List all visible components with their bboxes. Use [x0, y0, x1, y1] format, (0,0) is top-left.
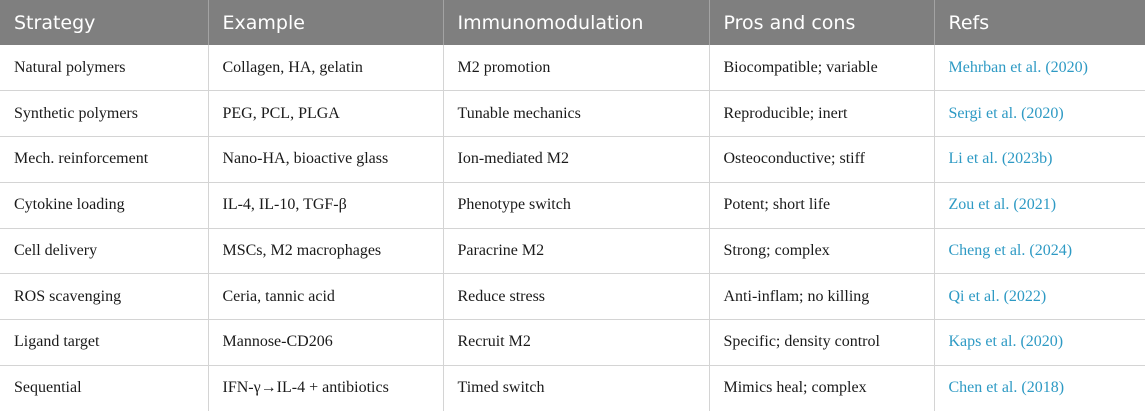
table-body [0, 45, 1145, 411]
cell-immunomodulation: Timed switch [443, 365, 709, 411]
cell-immunomodulation: Phenotype switch [443, 182, 709, 228]
table-row [0, 137, 1145, 183]
cell-immunomodulation: M2 promotion [443, 45, 709, 91]
cell-strategy: Cell delivery [0, 228, 208, 274]
cell-pros-cons: Mimics heal; complex [709, 365, 934, 411]
ref-link[interactable]: Qi et al. (2022) [934, 274, 1145, 320]
cell-strategy: Natural polymers [0, 45, 208, 91]
cell-example: IL-4, IL-10, TGF-β [208, 182, 443, 228]
cell-pros-cons: Anti-inflam; no killing [709, 274, 934, 320]
header-refs: Refs [934, 0, 1145, 45]
cell-strategy: ROS scavenging [0, 274, 208, 320]
table-row [0, 45, 1145, 91]
cell-strategy: Mech. reinforcement [0, 137, 208, 183]
ref-link[interactable]: Sergi et al. (2020) [934, 91, 1145, 137]
table-row [0, 274, 1145, 320]
cell-example: Ceria, tannic acid [208, 274, 443, 320]
table-row [0, 182, 1145, 228]
ref-link[interactable]: Kaps et al. (2020) [934, 320, 1145, 366]
cell-strategy: Synthetic polymers [0, 91, 208, 137]
header-row [0, 0, 1145, 45]
header-pros-and-cons: Pros and cons [709, 0, 934, 45]
ref-link[interactable]: Chen et al. (2018) [934, 365, 1145, 411]
cell-example: PEG, PCL, PLGA [208, 91, 443, 137]
cell-immunomodulation: Tunable mechanics [443, 91, 709, 137]
cell-example: IFN-γ→IL-4 + antibiotics [208, 365, 443, 411]
ref-link[interactable]: Li et al. (2023b) [934, 137, 1145, 183]
cell-example: Nano-HA, bioactive glass [208, 137, 443, 183]
table-row [0, 320, 1145, 366]
header-strategy: Strategy [0, 0, 208, 45]
cell-strategy: Ligand target [0, 320, 208, 366]
cell-strategy: Sequential [0, 365, 208, 411]
header-immunomodulation: Immunomodulation [443, 0, 709, 45]
ref-link[interactable]: Mehrban et al. (2020) [934, 45, 1145, 91]
cell-pros-cons: Specific; density control [709, 320, 934, 366]
table-row [0, 365, 1145, 411]
header-example: Example [208, 0, 443, 45]
cell-example: Mannose-CD206 [208, 320, 443, 366]
cell-pros-cons: Biocompatible; variable [709, 45, 934, 91]
ref-link[interactable]: Zou et al. (2021) [934, 182, 1145, 228]
cell-immunomodulation: Recruit M2 [443, 320, 709, 366]
cell-pros-cons: Reproducible; inert [709, 91, 934, 137]
cell-immunomodulation: Ion-mediated M2 [443, 137, 709, 183]
cell-pros-cons: Potent; short life [709, 182, 934, 228]
table-row [0, 228, 1145, 274]
cell-immunomodulation: Reduce stress [443, 274, 709, 320]
table-header [0, 0, 1145, 45]
ref-link[interactable]: Cheng et al. (2024) [934, 228, 1145, 274]
cell-pros-cons: Osteoconductive; stiff [709, 137, 934, 183]
table-row [0, 91, 1145, 137]
cell-example: MSCs, M2 macrophages [208, 228, 443, 274]
cell-immunomodulation: Paracrine M2 [443, 228, 709, 274]
cell-pros-cons: Strong; complex [709, 228, 934, 274]
cell-strategy: Cytokine loading [0, 182, 208, 228]
cell-example: Collagen, HA, gelatin [208, 45, 443, 91]
